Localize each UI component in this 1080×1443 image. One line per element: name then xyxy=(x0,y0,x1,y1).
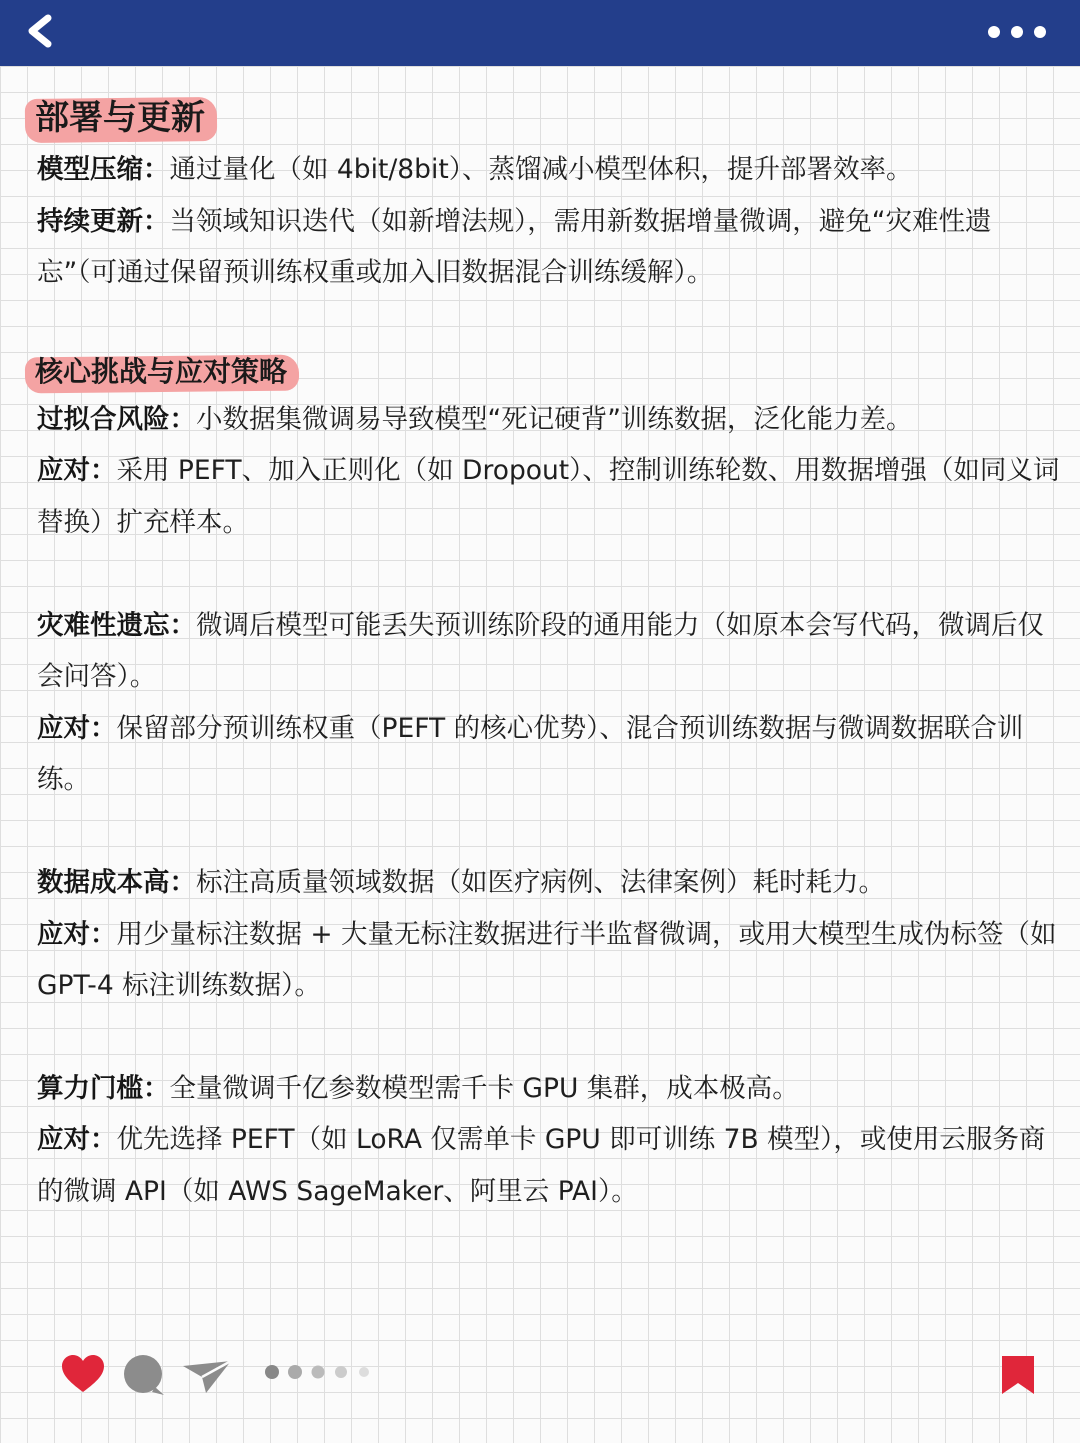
comment-bubble-icon xyxy=(122,1354,166,1396)
paragraph-text: 当领域知识迭代（如新增法规），需用新数据增量微调，避免“灾难性遗忘”（可通过保留预训练权重或加入旧数据混合训练缓解）。 xyxy=(37,205,992,289)
paragraph-text: 用少量标注数据 + 大量无标注数据进行半监督微调，或用大模型生成伪标签（如 GPT-4 标注训练数据）。 xyxy=(37,918,1057,1002)
chevron-left-icon xyxy=(14,8,64,54)
spacer xyxy=(37,1012,1067,1063)
paragraph-text: 小数据集微调易导致模型“死记硬背”训练数据，泛化能力差。 xyxy=(196,403,913,435)
paragraph-text: 全量微调千亿参数模型需千卡 GPU 集群，成本极高。 xyxy=(169,1072,799,1104)
spacer xyxy=(37,806,1067,857)
more-dots-icon xyxy=(982,16,1052,48)
page-indicator xyxy=(264,1364,374,1384)
page-dot xyxy=(265,1365,279,1379)
heart-icon xyxy=(60,1354,106,1394)
share-button[interactable] xyxy=(182,1358,232,1398)
paragraph-data-cost xyxy=(37,857,1067,909)
paragraph-continuous-update xyxy=(37,196,1067,299)
section-title: 部署与更新 xyxy=(35,98,205,138)
page-dot xyxy=(288,1365,302,1379)
paragraph-catastrophic-forgetting xyxy=(37,600,1067,703)
paragraph-text: 通过量化（如 4bit/8bit）、蒸馏减小模型体积，提升部署效率。 xyxy=(169,154,913,185)
paragraph-catastrophic-forgetting-solution xyxy=(37,703,1067,806)
paragraph-data-cost-solution xyxy=(37,909,1067,1012)
paragraph-label: 持续更新： xyxy=(37,205,170,237)
paragraph-text: 采用 PEFT、加入正则化（如 Dropout）、控制训练轮数、用数据增强（如同义词替换）扩充样本。 xyxy=(37,455,1060,538)
paragraph-overfitting xyxy=(37,394,1067,446)
paragraph-text: 优先选择 PEFT（如 LoRA 仅需单卡 GPU 即可训练 7B 模型），或使用云服务商的微调 API（如 AWS SageMaker、阿里云 PAI）。 xyxy=(37,1124,1046,1207)
paragraph-label: 过拟合风险： xyxy=(37,403,196,435)
paragraph-label: 应对： xyxy=(37,918,117,950)
more-button[interactable] xyxy=(982,16,1052,48)
page-indicator-dots xyxy=(264,1364,374,1380)
paragraph-compute-threshold-solution xyxy=(37,1114,1067,1217)
spacer xyxy=(37,299,1067,350)
paragraph-text: 微调后模型可能丢失预训练阶段的通用能力（如原本会写代码，微调后仅会问答）。 xyxy=(37,609,1044,693)
bottom-action-bar xyxy=(0,1340,1080,1410)
section-title: 核心挑战与应对策略 xyxy=(35,354,288,388)
top-nav-bar xyxy=(0,0,1080,66)
note-content xyxy=(37,92,1067,1218)
page-dot xyxy=(335,1366,347,1378)
page-dot xyxy=(359,1367,369,1377)
paragraph-label: 应对： xyxy=(37,712,117,744)
paragraph-model-compression xyxy=(37,144,1067,196)
paper-plane-icon xyxy=(182,1358,232,1394)
paragraph-label: 应对： xyxy=(37,455,117,487)
like-button[interactable] xyxy=(60,1354,106,1398)
page-dot xyxy=(312,1366,325,1379)
paragraph-compute-threshold xyxy=(37,1063,1067,1115)
spacer xyxy=(37,549,1067,600)
collect-button[interactable] xyxy=(1000,1354,1036,1400)
paragraph-overfitting-solution xyxy=(37,445,1067,548)
back-button[interactable] xyxy=(14,8,64,54)
paragraph-text: 标注高质量领域数据（如医疗病例、法律案例）耗时耗力。 xyxy=(196,866,885,898)
paragraph-label: 模型压缩： xyxy=(37,154,170,185)
paragraph-label: 数据成本高： xyxy=(37,866,196,898)
comment-button[interactable] xyxy=(122,1354,166,1400)
section-heading-challenges xyxy=(31,350,291,394)
paragraph-label: 灾难性遗忘： xyxy=(37,609,196,641)
paragraph-text: 保留部分预训练权重（PEFT 的核心优势）、混合预训练数据与微调数据联合训练。 xyxy=(37,712,1024,796)
paragraph-label: 应对： xyxy=(37,1124,117,1156)
section-heading-deploy xyxy=(31,92,209,144)
bookmark-icon xyxy=(1000,1354,1036,1396)
paragraph-label: 算力门槛： xyxy=(37,1072,170,1104)
